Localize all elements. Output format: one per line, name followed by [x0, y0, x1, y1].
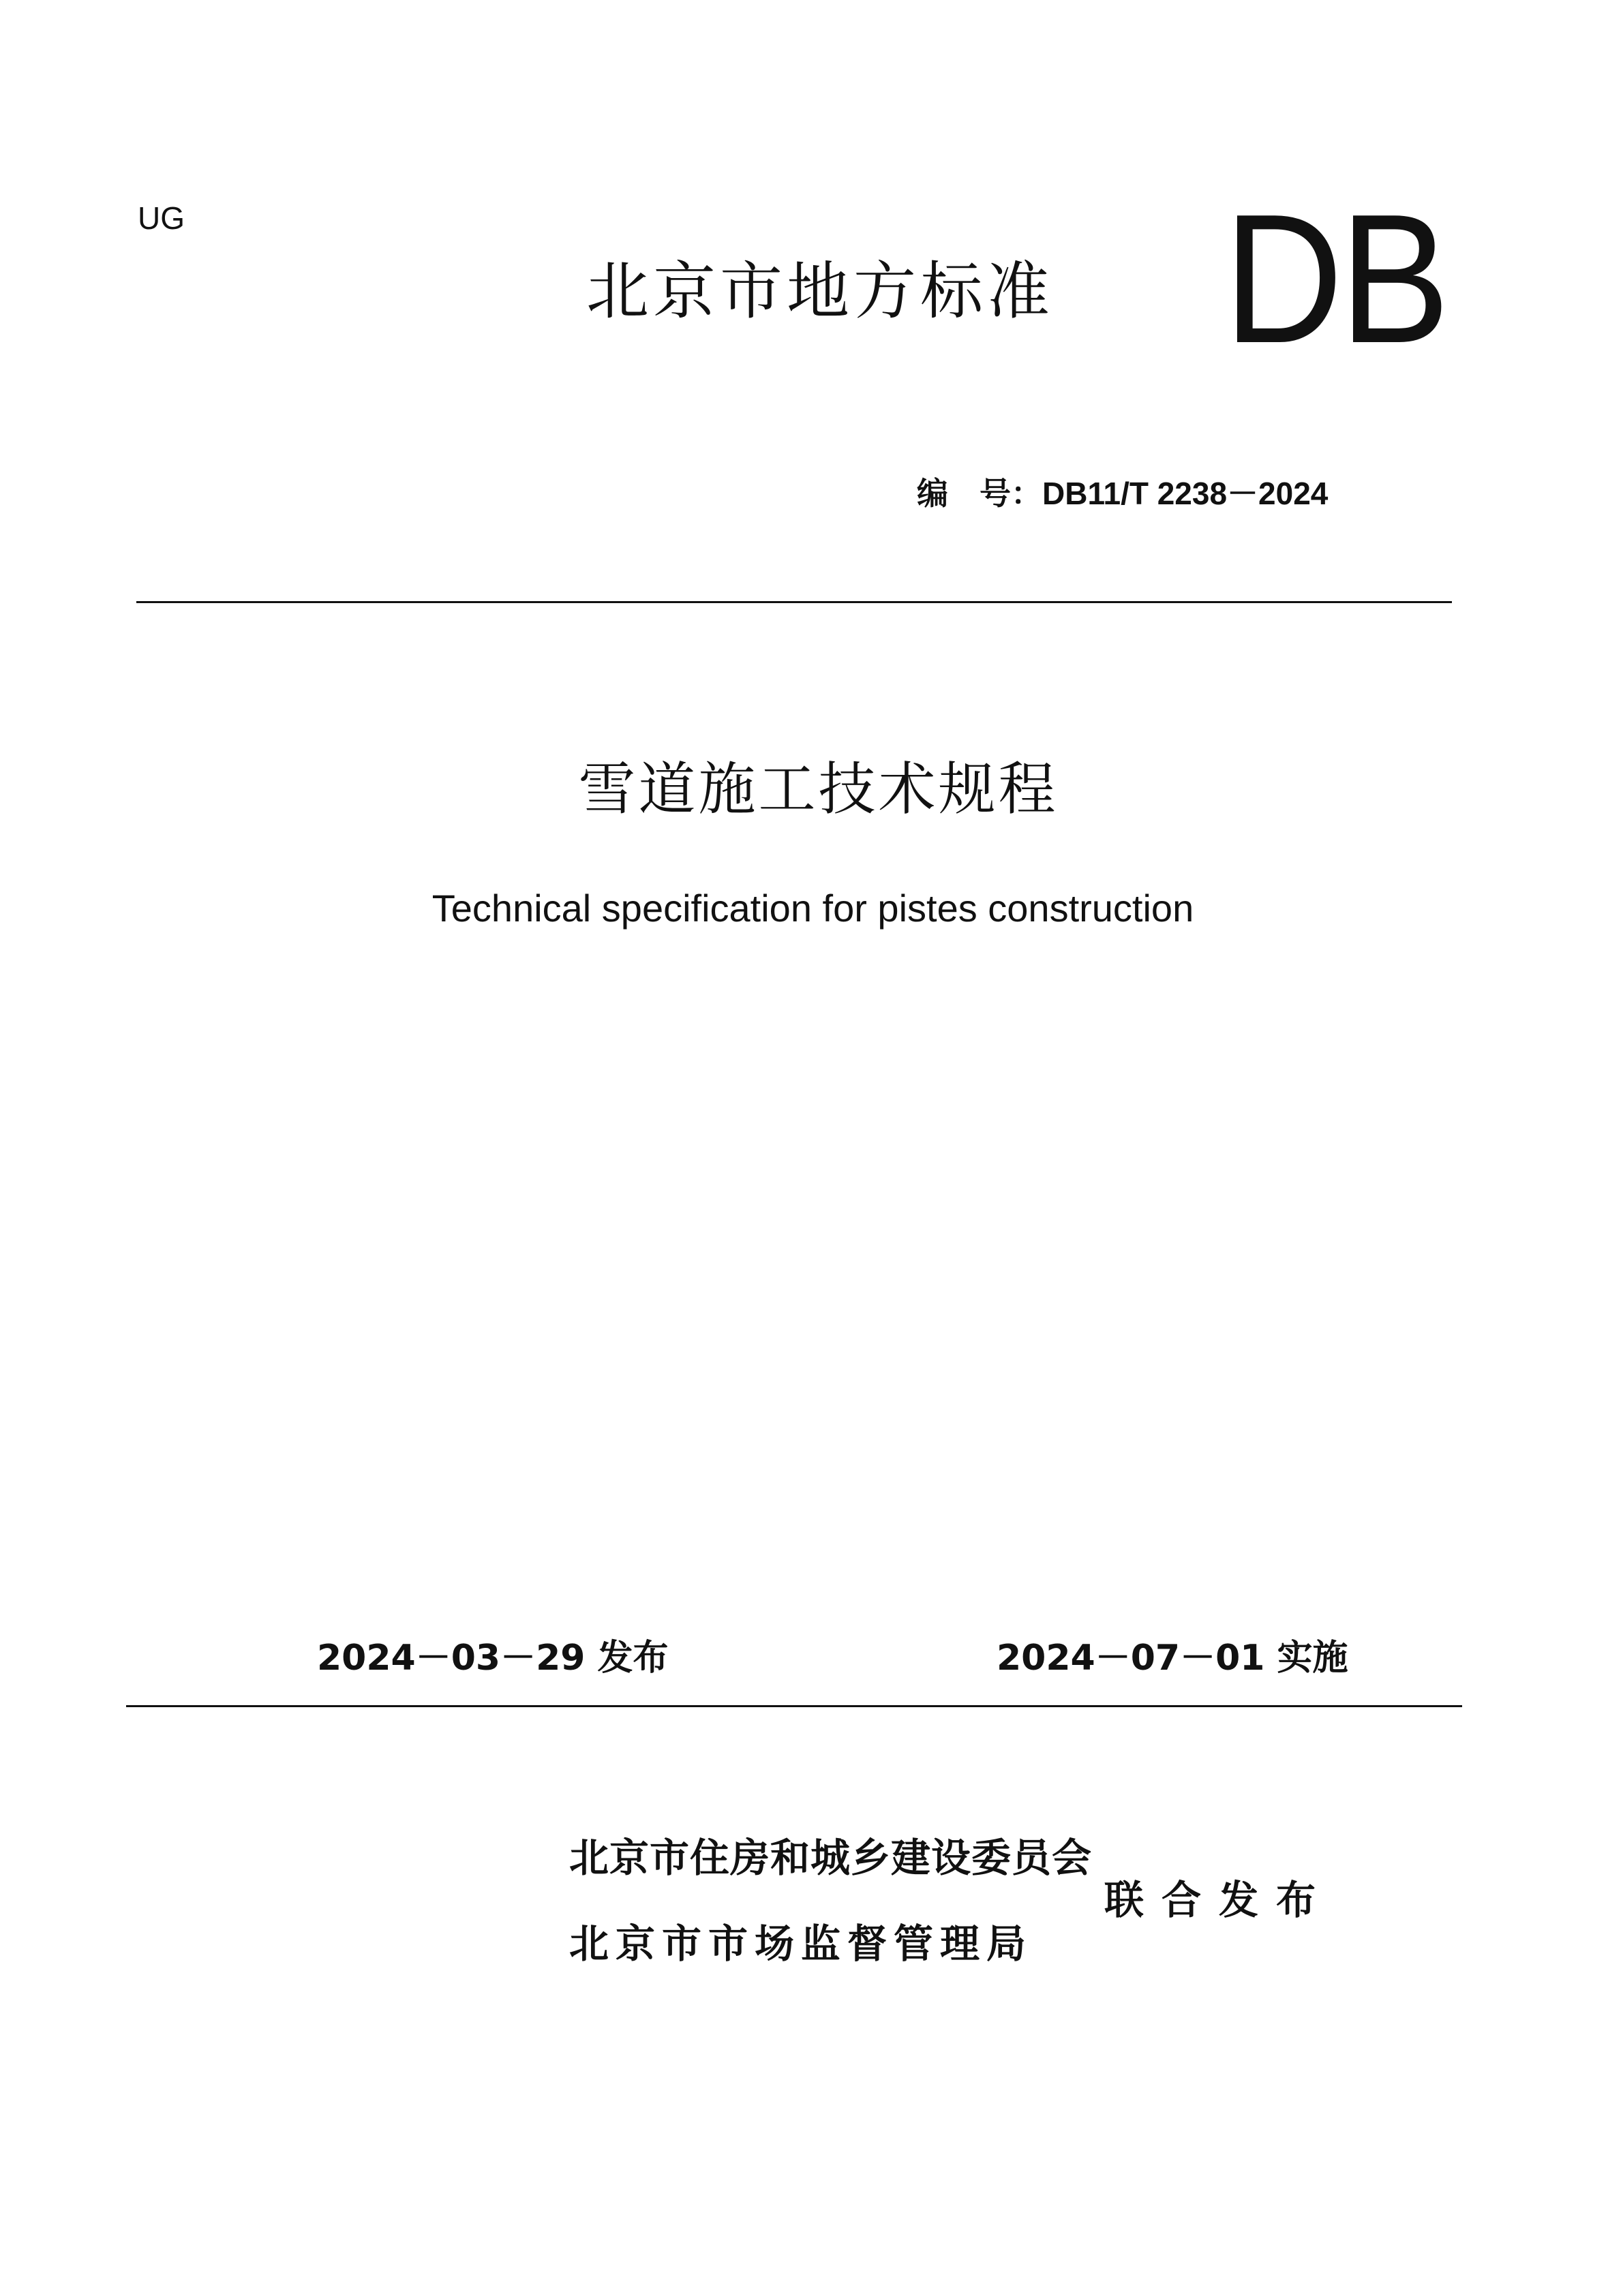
- standard-number-label: 编 号：: [917, 475, 1042, 512]
- bottom-divider: [126, 1705, 1462, 1707]
- implement-date: 2024－07－01 实施: [997, 1638, 1348, 1679]
- standard-mark: DB: [1224, 177, 1446, 382]
- document-title-zh: 雪道施工技术规程: [578, 756, 1059, 823]
- publish-date: 2024－03－29 发布: [317, 1638, 669, 1679]
- joint-issue-note: 联合发布: [1104, 1877, 1334, 1923]
- document-title-en: Technical specification for pistes construction: [431, 887, 1194, 930]
- top-divider: [136, 601, 1452, 603]
- issuer-org-market: 北京市市场监督管理局: [569, 1920, 1033, 1967]
- ics-code: UG: [138, 200, 185, 236]
- issuer-org-housing: 北京市住房和城乡建设委员会: [569, 1835, 1093, 1881]
- standard-type-heading: 北京市地方标准: [586, 255, 1055, 328]
- standard-number-value: DB11/T 2238－2024: [1042, 476, 1329, 511]
- standard-number: [917, 473, 1328, 514]
